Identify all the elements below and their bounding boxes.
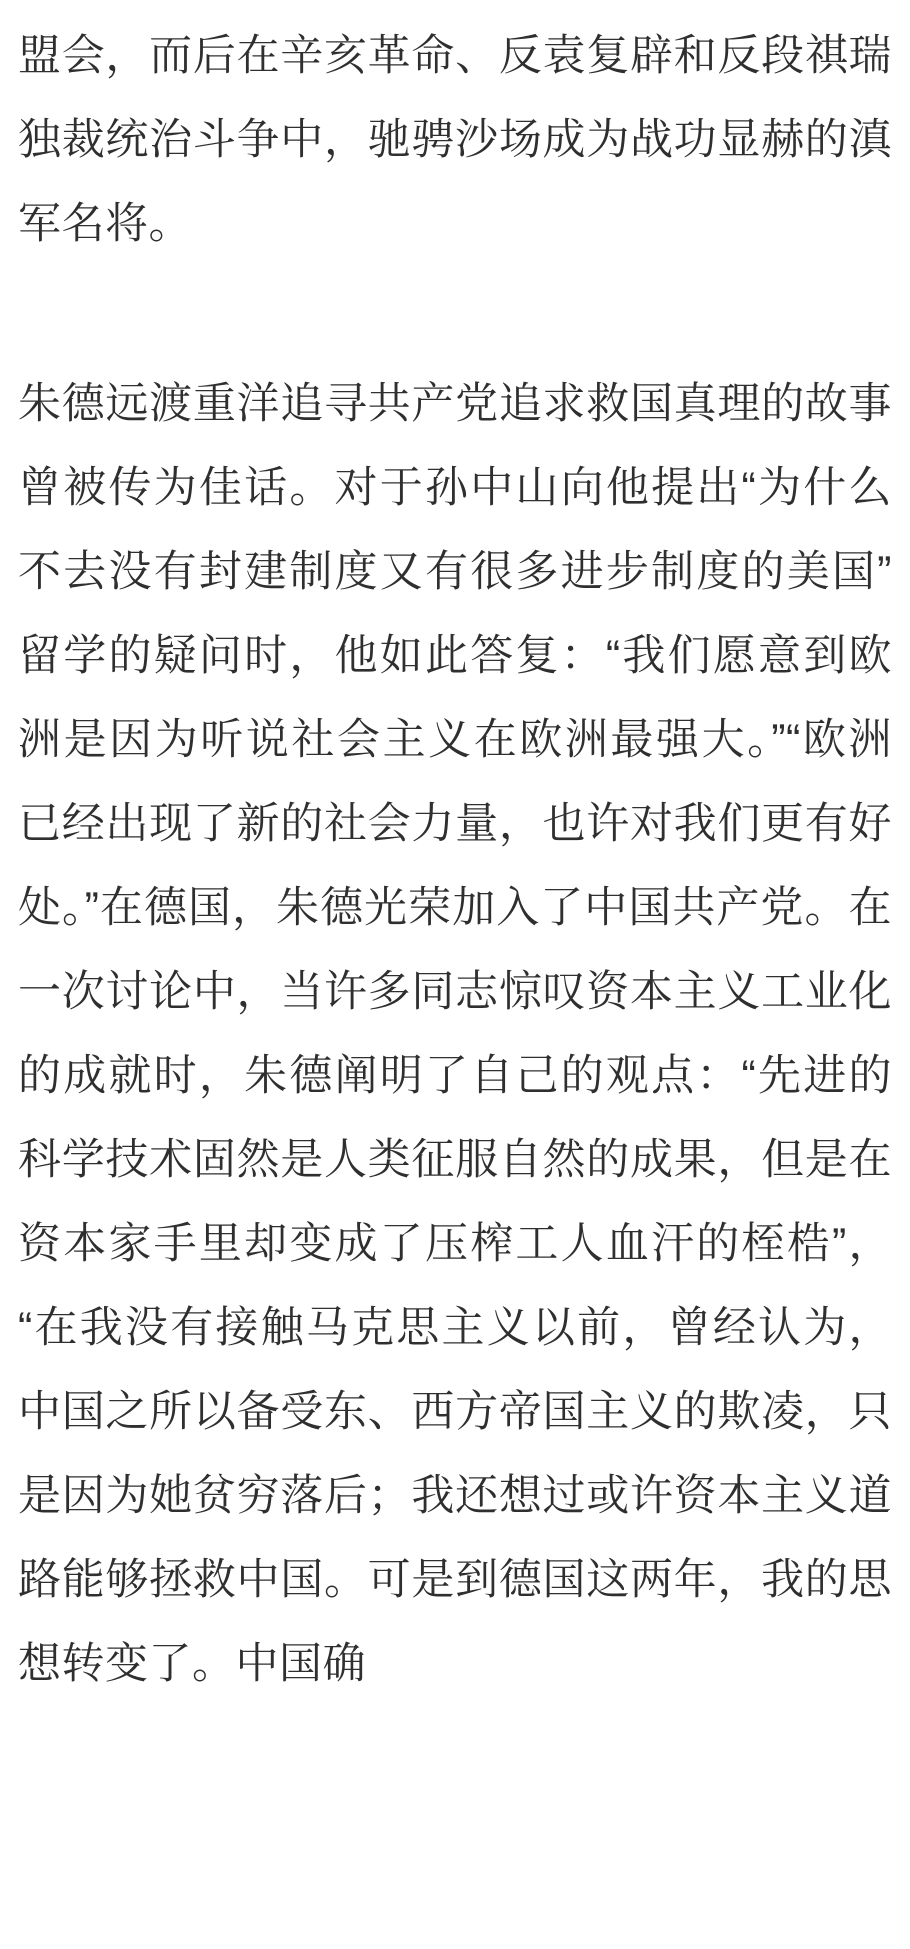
paragraph-2: 朱德远渡重洋追寻共产党追求救国真理的故事曾被传为佳话。对于孙中山向他提出“为什么不去没有封建制度又有很多进步制度的美国”留学的疑问时，他如此答复：“我们愿意到欧洲是因为听说社会主义在欧洲最强大。”“欧洲已经出现了新的社会力量，也许对我们更有好处。”在德国，朱德光荣加入了中国共产党。在一次讨论中，当许多同志惊叹资本主义工业化的成就时，朱德阐明了自己的观点：“先进的科学技术固然是人类征服自然的成果，但是在资本家手里却变成了压榨工人血汗的桎梏”，“在我没有接触马克思主义以前，曾经认为，中国之所以备受东、西方帝国主义的欺凌，只是因为她贫穷落后；我还想过或许资本主义道路能够拯救中国。可是到德国这两年，我的思想转变了。中国确 xyxy=(18,380,892,1688)
article-body xyxy=(18,14,892,1706)
paragraph-1: 盟会，而后在辛亥革命、反袁复辟和反段祺瑞独裁统治斗争中，驰骋沙场成为战功显赫的滇军名将。 xyxy=(18,32,892,248)
